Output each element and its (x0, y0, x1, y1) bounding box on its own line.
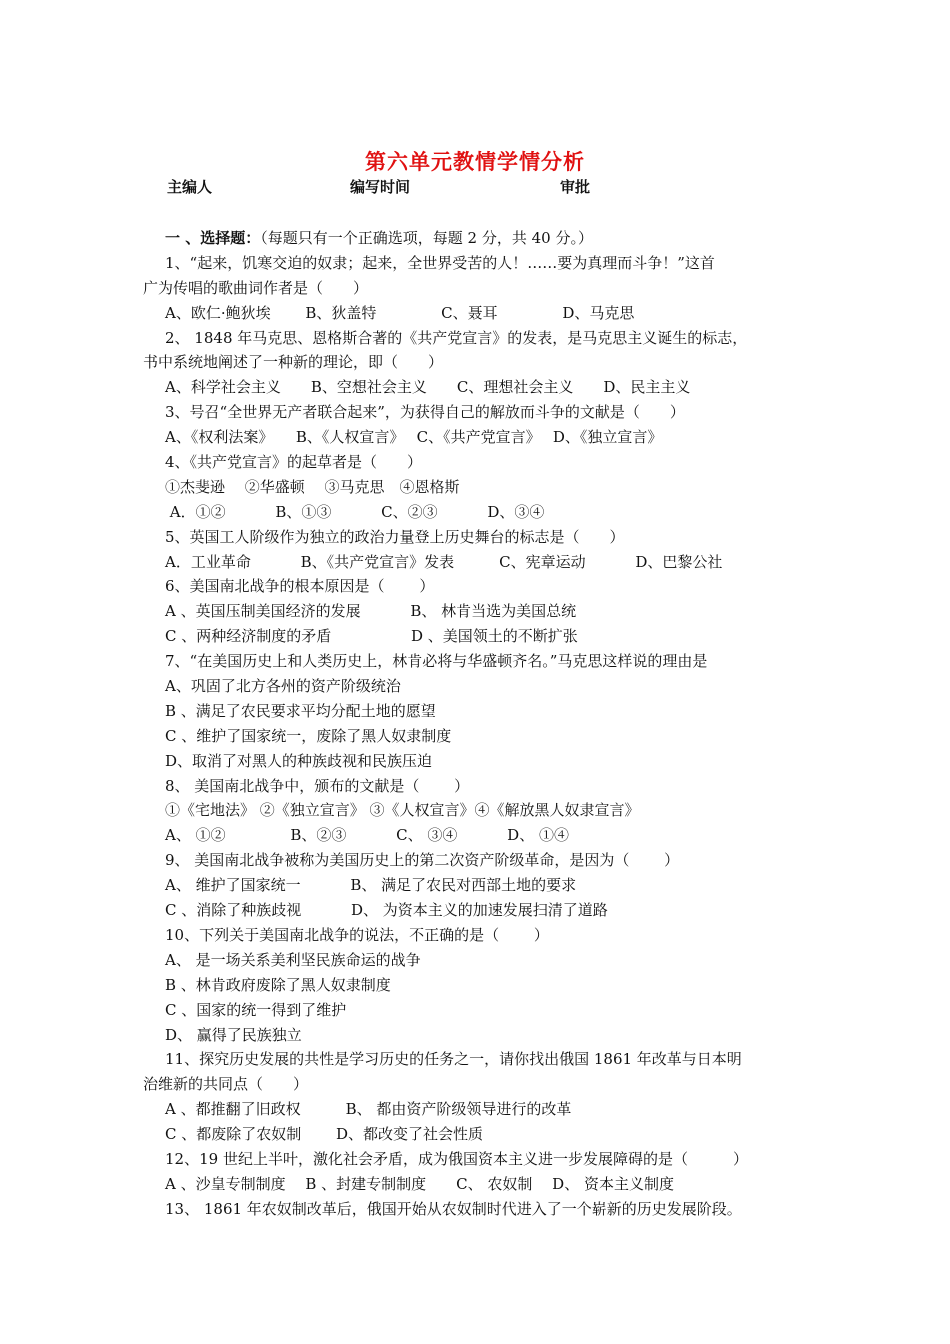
option-line: B 、满足了农民要求平均分配土地的愿望 (165, 701, 436, 720)
question-line: 5、英国工人阶级作为独立的政治力量登上历史舞台的标志是（ ） (165, 527, 625, 546)
option-line: C 、消除了种族歧视 D、 为资本主义的加速发展扫清了道路 (165, 901, 608, 920)
option-line: D、 赢得了民族独立 (165, 1025, 302, 1044)
option-line: A．工业革命 B、《共产党宣言》发表 C、宪章运动 D、巴黎公社 (165, 552, 723, 571)
editor-label: 主编人 (167, 178, 213, 196)
question-line: 7、“在美国历史上和人类历史上，林肯必将与华盛顿齐名。”马克思这样说的理由是 (165, 652, 708, 671)
option-line: A．①② B、①③ C、②③ D、③④ (165, 502, 545, 521)
option-line: B 、林肯政府废除了黑人奴隶制度 (165, 975, 391, 994)
question-line: 13、 1861 年农奴制改革后，俄国开始从农奴制时代进入了一个崭新的历史发展阶段。 (165, 1199, 742, 1218)
option-line: C 、维护了国家统一，废除了黑人奴隶制度 (165, 726, 452, 745)
option-line: C 、国家的统一得到了维护 (165, 1000, 347, 1019)
option-line: A、欧仁·鲍狄埃 B、狄盖特 C、聂耳 D、马克思 (165, 303, 635, 322)
option-line: A、 是一场关系美利坚民族命运的战争 (165, 950, 421, 969)
section-note: （每题只有一个正确选项，每题 2 分，共 40 分。） (260, 229, 593, 247)
option-line: A、巩固了北方各州的资产阶级统治 (165, 677, 401, 696)
section-heading-label: 一 、选择题： (165, 229, 261, 247)
question-line: 2、 1848 年马克思、恩格斯合著的《共产党宣言》的发表，是马克思主义诞生的标志， (165, 328, 748, 347)
option-line: A 、沙皇专制制度 B 、封建专制制度 C、 农奴制 D、 资本主义制度 (165, 1174, 674, 1193)
question-line: 4、《共产党宣言》的起草者是（ ） (165, 453, 423, 472)
option-line: A 、都推翻了旧政权 B、 都由资产阶级领导进行的改革 (165, 1100, 572, 1119)
option-line: A、 维护了国家统一 B、 满足了农民对西部土地的要求 (165, 876, 577, 895)
option-line: A、 ①② B、②③ C、 ③④ D、 ①④ (165, 826, 569, 845)
question-list (143, 226, 813, 1222)
question-line: 8、 美国南北战争中，颁布的文献是（ ） (165, 776, 470, 795)
approve-label: 审批 (560, 178, 591, 196)
option-line: C 、都废除了农奴制 D、都改变了社会性质 (165, 1125, 484, 1144)
question-line: 9、 美国南北战争被称为美国历史上的第二次资产阶级革命，是因为（ ） (165, 851, 680, 870)
question-line: 治维新的共同点（ ） (143, 1075, 309, 1094)
section-heading (143, 226, 813, 251)
question-line: 10、下列关于美国南北战争的说法，不正确的是（ ） (165, 925, 549, 944)
option-line: A、《权利法案》 B、《人权宣言》 C、《共产党宣言》 D、《独立宣言》 (165, 428, 663, 447)
question-line: 12、19 世纪上半叶，激化社会矛盾，成为俄国资本主义进一步发展障碍的是（ ） (165, 1149, 748, 1168)
option-line: A、科学社会主义 B、空想社会主义 C、理想社会主义 D、民主主义 (165, 378, 691, 397)
question-line: 6、美国南北战争的根本原因是（ ） (165, 577, 435, 596)
option-line: A 、英国压制美国经济的发展 B、 林肯当选为美国总统 (165, 602, 577, 621)
question-line: 1、“起来，饥寒交迫的奴隶；起来，全世界受苦的人！……要为真理而斗争！”这首 (165, 253, 715, 272)
option-line: ①杰斐逊 ②华盛顿 ③马克思 ④恩格斯 (165, 477, 460, 496)
option-line: ①《宅地法》 ②《独立宣言》 ③《人权宣言》④《解放黑人奴隶宣言》 (165, 801, 640, 820)
question-line: 广为传唱的歌曲词作者是（ ） (143, 278, 369, 297)
page-title: 第六单元教情学情分析 (365, 150, 585, 174)
question-line: 3、号召“全世界无产者联合起来”，为获得自己的解放而斗争的文献是（ ） (165, 403, 685, 422)
question-line: 11、探究历史发展的共性是学习历史的任务之一，请你找出俄国 1861 年改革与日本明 (165, 1050, 742, 1069)
option-line: D、取消了对黑人的种族歧视和民族压迫 (165, 751, 433, 770)
option-line: C 、两种经济制度的矛盾 D 、美国领土的不断扩张 (165, 627, 578, 646)
date-label: 编写时间 (350, 178, 411, 196)
question-line: 书中系统地阐述了一种新的理论，即（ ） (143, 353, 444, 372)
